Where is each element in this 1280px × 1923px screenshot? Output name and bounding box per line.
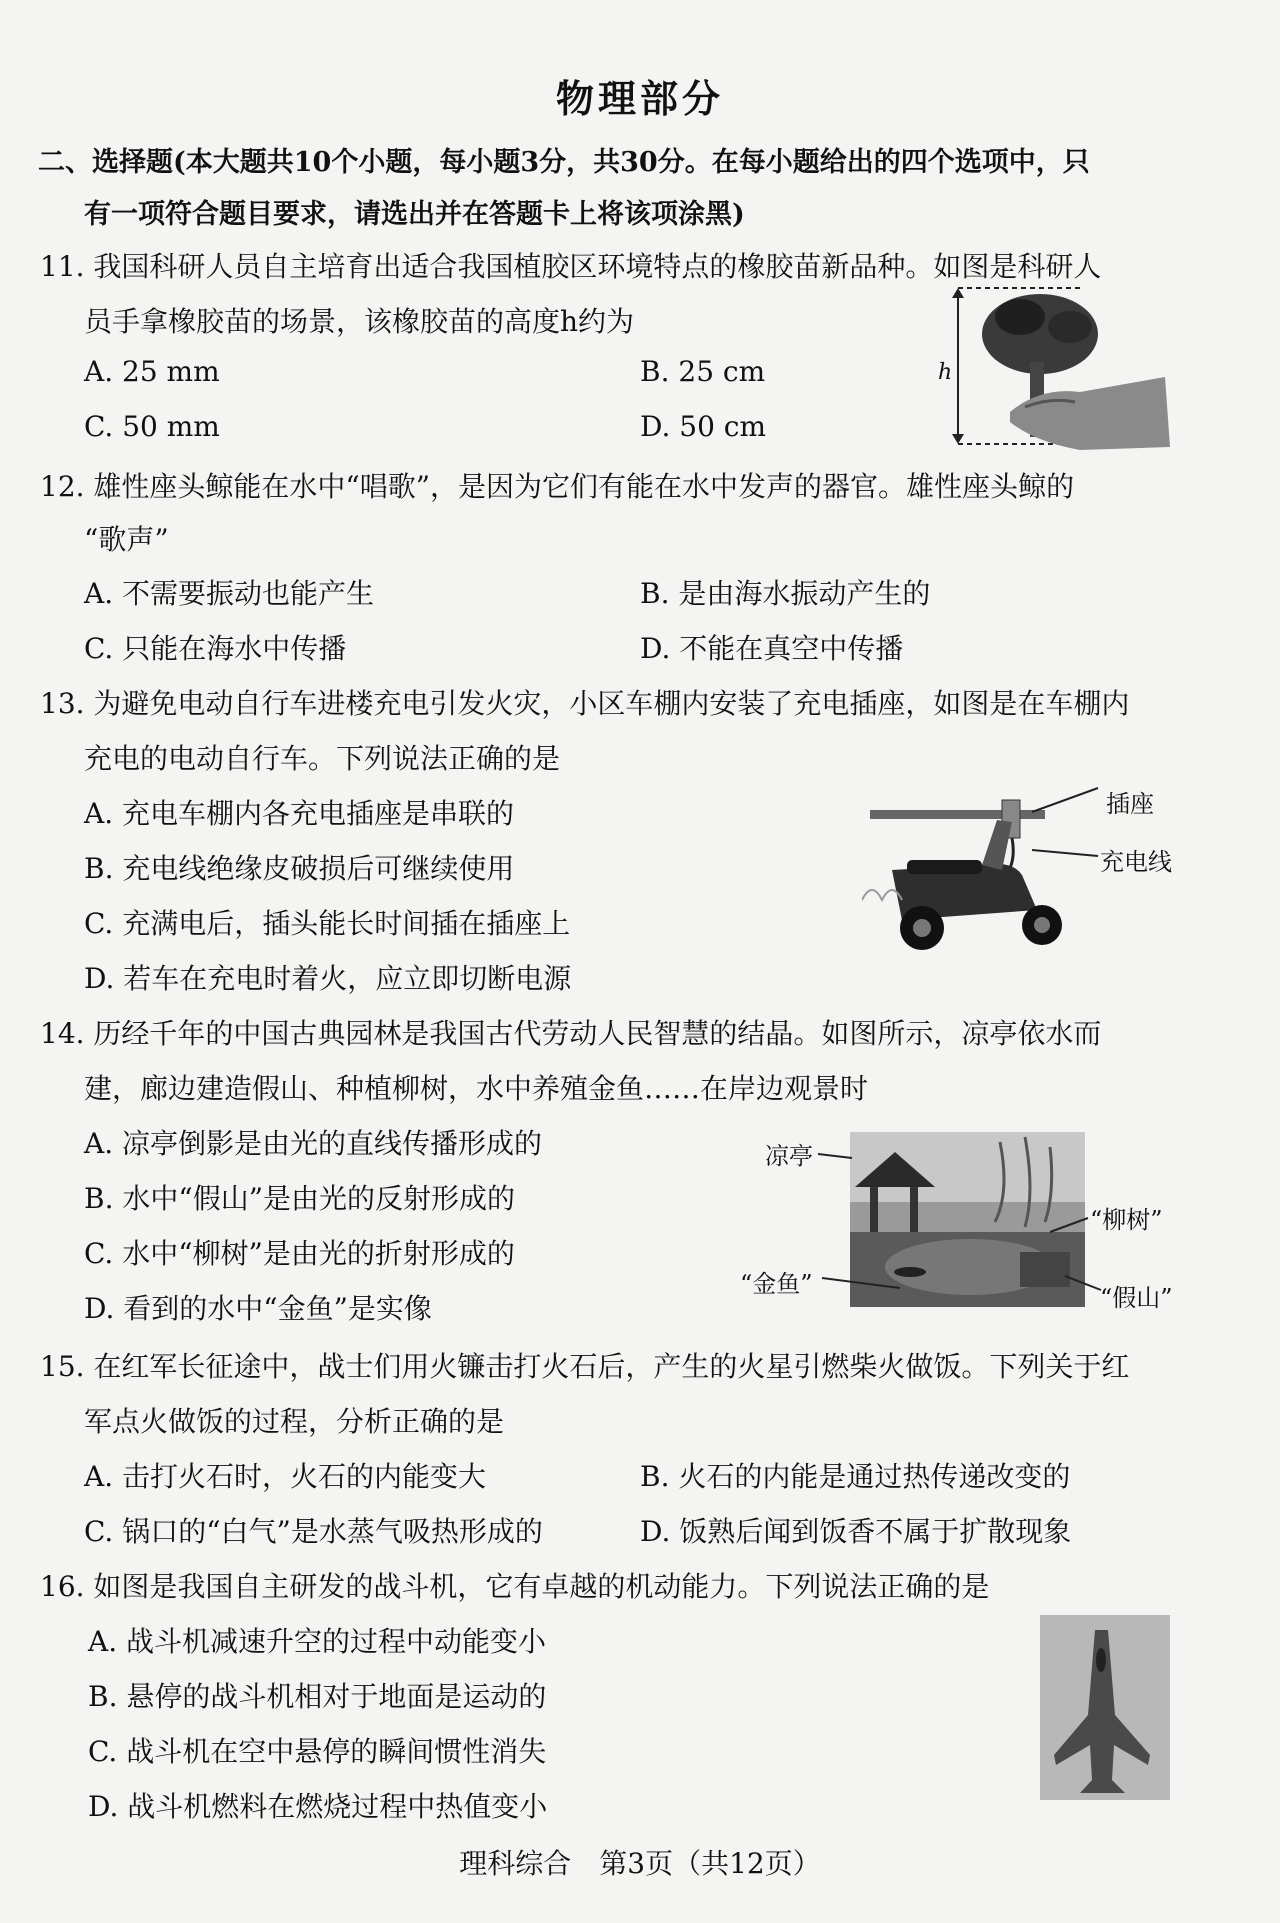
q13-stem-line1: 13. 为避免电动自行车进楼充电引发火灾，小区车棚内安装了充电插座，如图是在车棚内: [40, 687, 1130, 720]
q16-option-c: C. 战斗机在空中悬停的瞬间惯性消失: [88, 1735, 547, 1768]
q16-option-a: A. 战斗机减速升空的过程中动能变小: [88, 1625, 547, 1658]
q14-willow-leader: [1050, 1212, 1090, 1272]
q14-option-d: D. 看到的水中“金鱼”是实像: [84, 1292, 432, 1325]
q14-option-c: C. 水中“柳树”是由光的折射形成的: [84, 1237, 515, 1270]
q14-pavilion-leader: [818, 1144, 853, 1164]
rubber-seedling-figure: [930, 282, 1180, 452]
q12-stem-line2: “歌声”: [84, 523, 169, 556]
q12-option-c: C. 只能在海水中传播: [84, 632, 347, 665]
q12-option-b: B. 是由海水振动产生的: [640, 577, 931, 610]
q13-option-b: B. 充电线绝缘皮破损后可继续使用: [84, 852, 515, 885]
page-footer: 理科综合 第3页（共12页）: [459, 1847, 821, 1880]
q15-option-b: B. 火石的内能是通过热传递改变的: [640, 1460, 1071, 1493]
q14-stem-line1: 14. 历经千年的中国古典园林是我国古代劳动人民智慧的结晶。如图所示，凉亭依水而: [40, 1017, 1102, 1050]
q15-option-c: C. 锅口的“白气”是水蒸气吸热形成的: [84, 1515, 543, 1548]
q14-goldfish-label: “金鱼”: [740, 1270, 813, 1298]
q15-option-d: D. 饭熟后闻到饭香不属于扩散现象: [640, 1515, 1072, 1548]
q13-option-d: D. 若车在充电时着火，应立即切断电源: [84, 962, 572, 995]
q14-rockery-leader: [1065, 1270, 1105, 1310]
q11-option-b: B. 25 cm: [640, 355, 766, 388]
q16-stem-line1: 16. 如图是我国自主研发的战斗机，它有卓越的机动能力。下列说法正确的是: [40, 1570, 990, 1603]
section-heading-line2: 有一项符合题目要求，请选出并在答题卡上将该项涂黑): [84, 199, 745, 230]
q14-rockery-label: “假山”: [1100, 1284, 1173, 1312]
q13-socket-label: 插座: [1106, 790, 1154, 818]
q16-option-d: D. 战斗机燃料在燃烧过程中热值变小: [88, 1790, 548, 1823]
q14-option-b: B. 水中“假山”是由光的反射形成的: [84, 1182, 516, 1215]
q11-stem-line1: 11. 我国科研人员自主培育出适合我国植胶区环境特点的橡胶苗新品种。如图是科研人: [40, 250, 1102, 283]
q12-option-a: A. 不需要振动也能产生: [84, 577, 375, 610]
q14-option-a: A. 凉亭倒影是由光的直线传播形成的: [84, 1127, 543, 1160]
q16-option-b: B. 悬停的战斗机相对于地面是运动的: [88, 1680, 547, 1713]
q13-stem-line2: 充电的电动自行车。下列说法正确的是: [84, 742, 561, 775]
fighter-jet-figure: [1040, 1615, 1170, 1800]
q14-goldfish-leader: [822, 1270, 902, 1300]
q11-option-c: C. 50 mm: [84, 410, 220, 443]
q13-leader-lines: [1032, 780, 1102, 860]
q15-stem-line1: 15. 在红军长征途中，战士们用火镰击打火石后，产生的火星引燃柴火做饭。下列关于红: [40, 1350, 1130, 1383]
q12-stem-line1: 12. 雄性座头鲸能在水中“唱歌”，是因为它们有能在水中发声的器官。雄性座头鲸的: [40, 470, 1075, 503]
q11-option-d: D. 50 cm: [640, 410, 767, 443]
q14-stem-line2: 建，廊边建造假山、种植柳树，水中养殖金鱼……在岸边观景时: [84, 1072, 869, 1105]
q11-height-label: h: [938, 360, 953, 385]
page-title: 物理部分: [555, 76, 724, 121]
q14-willow-label: “柳树”: [1090, 1206, 1163, 1234]
q11-option-a: A. 25 mm: [84, 355, 220, 388]
q11-stem-line2: 员手拿橡胶苗的场景，该橡胶苗的高度h约为: [84, 305, 635, 338]
q15-option-a: A. 击打火石时，火石的内能变大: [84, 1460, 487, 1493]
q14-pavilion-label: 凉亭: [765, 1142, 813, 1170]
q13-option-c: C. 充满电后，插头能长时间插在插座上: [84, 907, 571, 940]
q15-stem-line2: 军点火做饭的过程，分析正确的是: [84, 1405, 505, 1438]
q13-option-a: A. 充电车棚内各充电插座是串联的: [84, 797, 515, 830]
section-heading-line1: 二、选择题(本大题共10个小题，每小题3分，共30分。在每小题给出的四个选项中，只: [38, 147, 1090, 178]
q13-cable-label: 充电线: [1100, 848, 1172, 876]
q12-option-d: D. 不能在真空中传播: [640, 632, 904, 665]
